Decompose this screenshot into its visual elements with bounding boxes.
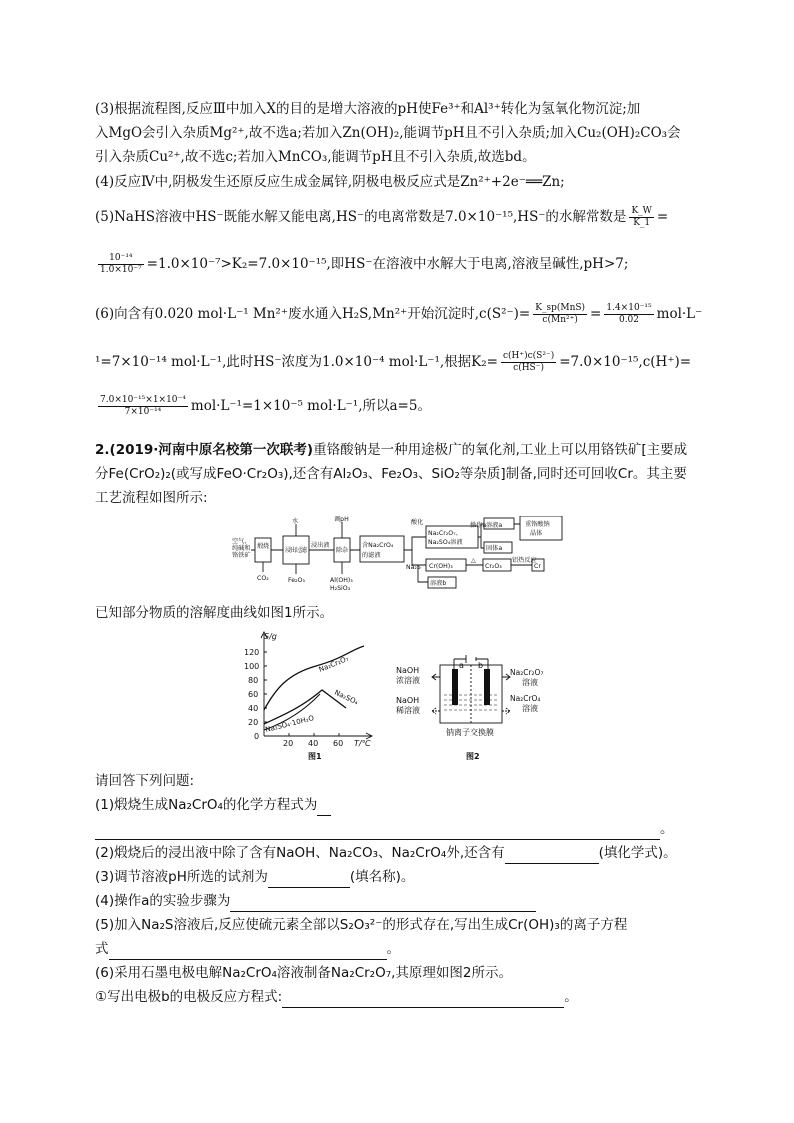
fig1-xtick-20: 20 bbox=[283, 739, 294, 748]
text: (2)煅烧后的浸出液中除了含有NaOH、Na₂CO₃、Na₂CrO₄外,还含有 bbox=[95, 845, 505, 861]
numerator: c(H⁺)c(S²⁻) bbox=[502, 351, 555, 361]
text: (1)煅烧生成Na₂CrO₄的化学方程式为 bbox=[95, 797, 318, 813]
fig2-electrode-b: b bbox=[478, 661, 484, 670]
question-source: .(2019·河南中原名校第一次联考) bbox=[104, 442, 314, 458]
q5-line: (5)加入Na₂S溶液后,反应使硫元素全部以S₂O₃²⁻的形式存在,写出生成Cr(OH)₃的离子方程 bbox=[95, 917, 628, 933]
question-line-3: 工艺流程如图所示: bbox=[95, 490, 208, 506]
fig1-ylabel: S/g bbox=[264, 632, 277, 641]
numerator: K_sp(MnS) bbox=[535, 303, 586, 313]
flow-delta: △ bbox=[471, 557, 476, 564]
numerator: 7.0×10⁻¹⁵×1×10⁻⁴ bbox=[100, 395, 186, 405]
denominator: 7×10⁻¹⁴ bbox=[124, 407, 162, 417]
solution-line-4: (4)反应Ⅳ中,阴极发生还原反应生成金属锌,阴极电极反应式是Zn²⁺+2e⁻══Zn; bbox=[95, 174, 565, 190]
flow-remove: 除杂 bbox=[336, 547, 348, 554]
fig1-caption: 图1 bbox=[308, 752, 322, 761]
fraction bbox=[98, 253, 144, 276]
fig1-ytick-100: 100 bbox=[244, 662, 260, 671]
flow-solid-a: 固体a bbox=[486, 545, 503, 552]
denominator: 0.02 bbox=[618, 315, 640, 325]
flow-aloh: Al(OH)₃ bbox=[330, 577, 353, 584]
question-number: 2 bbox=[95, 442, 105, 458]
q6-1-answer-blank[interactable] bbox=[282, 993, 564, 1008]
q3-answer-blank[interactable] bbox=[268, 873, 350, 888]
flow-h2sio3: H₂SiO₃ bbox=[330, 585, 351, 592]
fig2-top-right-2: 溶液 bbox=[522, 678, 538, 687]
fig2-top-left-1: NaOH bbox=[396, 666, 420, 675]
question-line-2: 分Fe(CrO₂)₂(或写成FeO·Cr₂O₃),还含有Al₂O₃、Fe₂O₃、SiO₂等杂质]制备,同时还可回收Cr。其主要 bbox=[95, 466, 687, 482]
numerator: K_W bbox=[631, 206, 652, 216]
fig1-curve-label-3: Na₂SO₄·10H₂O bbox=[264, 714, 315, 734]
fig1-ytick-0: 0 bbox=[254, 732, 260, 741]
solution-line-1: (3)根据流程图,反应Ⅲ中加入X的目的是增大溶液的pH使Fe³⁺和Al³⁺转化为氢氧化物沉淀;加 bbox=[95, 101, 641, 117]
q2-line bbox=[95, 842, 677, 864]
flow-cr2o3: Cr₂O₃ bbox=[485, 563, 502, 570]
q2-answer-blank[interactable] bbox=[505, 849, 599, 864]
fraction bbox=[501, 351, 556, 374]
fig2-bottom-left-1: NaOH bbox=[396, 696, 420, 705]
text: ①写出电极b的电极反应方程式: bbox=[95, 989, 283, 1005]
text: (3)调节溶液pH所选的试剂为 bbox=[95, 869, 268, 885]
fig1-ytick-20: 20 bbox=[248, 718, 259, 727]
flow-fe2o3: Fe₂O₃ bbox=[288, 577, 305, 584]
flow-raw-2: 纯碱和 bbox=[232, 545, 251, 552]
numerator: 10⁻¹⁴ bbox=[98, 253, 144, 265]
questions-prompt: 请回答下列问题: bbox=[95, 773, 195, 789]
q1-answer-blank[interactable] bbox=[317, 801, 331, 816]
text: =1.0×10⁻⁷>K₂=7.0×10⁻¹⁵,即HS⁻在溶液中水解大于电离,溶液呈碱性,pH>7; bbox=[146, 256, 629, 272]
fig2-membrane: 钠离子交换膜 bbox=[446, 728, 494, 737]
fig2-electrode-a: a bbox=[459, 661, 464, 670]
text: (6)向含有0.020 mol·L⁻¹ Mn²⁺废水通入H₂S,Mn²⁺开始沉淀时,c(S²⁻)= bbox=[95, 306, 531, 322]
flow-product-1: 重铬酸钠 bbox=[525, 521, 550, 528]
question-line-1 bbox=[95, 439, 687, 461]
flow-leach: 浸出过滤 bbox=[285, 547, 307, 554]
flow-co2: CO₂ bbox=[257, 575, 269, 582]
flow-raw-1: 空气、 bbox=[232, 538, 251, 545]
text: = bbox=[590, 306, 602, 322]
denominator: c(HS⁻) bbox=[513, 363, 544, 373]
fig1-curve-label-2: Na₂SO₄ bbox=[333, 688, 360, 707]
denominator: K_1 bbox=[633, 218, 651, 228]
fig1-xtick-40: 40 bbox=[308, 739, 319, 748]
fig1-ytick-80: 80 bbox=[248, 676, 259, 685]
text: mol·L⁻ bbox=[656, 306, 703, 322]
text: 。 bbox=[660, 821, 674, 837]
flow-calcine: 煅烧 bbox=[257, 543, 269, 550]
flow-na2s: Na₂S bbox=[406, 564, 421, 571]
fig1-xtick-60: 60 bbox=[333, 739, 344, 748]
text: (填化学式)。 bbox=[598, 845, 677, 861]
q1-answer-blank-2[interactable] bbox=[95, 825, 660, 840]
flow-sol-a: 溶液a bbox=[486, 522, 503, 529]
fig1-curve-label-1: Na₂Cr₂O₇ bbox=[317, 654, 350, 674]
flow-mix-1: Na₂Cr₂O₇、 bbox=[428, 530, 462, 537]
fig2-bottom-right-2: 溶液 bbox=[522, 704, 538, 713]
text: = bbox=[656, 209, 669, 225]
flow-sol-b: 溶液b bbox=[430, 580, 447, 587]
solution-line-7 bbox=[95, 302, 705, 326]
electrolysis-figure bbox=[396, 655, 556, 765]
solution-line-6 bbox=[95, 252, 705, 276]
q1-line bbox=[95, 794, 331, 816]
fig1-xlabel: T/℃ bbox=[354, 739, 371, 748]
text: 重铬酸钠是一种用途极广的氧化剂,工业上可以用铬铁矿[主要成 bbox=[313, 442, 688, 458]
denominator: 1.0×10⁻⁷ bbox=[100, 265, 142, 275]
q3-line bbox=[95, 866, 414, 888]
fig2-bottom-right-1: Na₂CrO₄ bbox=[510, 694, 541, 703]
fig2-caption: 图2 bbox=[466, 752, 480, 761]
q1-end-line bbox=[95, 818, 674, 840]
flow-acidify: 酸化 bbox=[411, 519, 424, 526]
text: (填名称)。 bbox=[349, 869, 415, 885]
text: (4)操作a的实验步骤为 bbox=[95, 893, 231, 909]
solution-line-2: 入MgO会引入杂质Mg²⁺,故不选a;若加入Zn(OH)₂,能调节pH且不引入杂质;加入Cu₂(OH)₂CO₃会 bbox=[95, 125, 681, 141]
q5-answer-blank[interactable] bbox=[109, 945, 387, 960]
flow-filtrate-2: 的滤液 bbox=[362, 552, 381, 559]
text: 。 bbox=[386, 941, 400, 957]
q4-answer-blank[interactable] bbox=[230, 897, 536, 912]
flow-croh3: Cr(OH)₃ bbox=[429, 563, 453, 570]
fig2-top-right-1: Na₂Cr₂O₇ bbox=[510, 668, 544, 677]
flow-cr: Cr bbox=[534, 563, 541, 570]
q4-line bbox=[95, 890, 536, 912]
text: =7.0×10⁻¹⁵,c(H⁺)= bbox=[559, 354, 692, 370]
text: 式 bbox=[95, 941, 109, 957]
solubility-intro: 已知部分物质的溶解度曲线如图1所示。 bbox=[95, 605, 334, 621]
solubility-figure bbox=[236, 628, 376, 763]
solution-line-5 bbox=[95, 205, 705, 229]
fraction bbox=[533, 303, 587, 326]
text: ¹=7×10⁻¹⁴ mol·L⁻¹,此时HS⁻浓度为1.0×10⁻⁴ mol·L⁻¹,根据K₂= bbox=[95, 354, 498, 370]
fig1-ytick-120: 120 bbox=[244, 648, 260, 657]
flow-raw-3: 铬铁矿 bbox=[232, 552, 251, 559]
solution-line-3: 引入杂质Cu²⁺,故不选c;若加入MnCO₃,能调节pH且不引入杂质,故选bd。 bbox=[95, 149, 536, 165]
solution-line-8 bbox=[95, 350, 705, 374]
flow-op-a: 操作a bbox=[470, 522, 487, 529]
numerator: 1.4×10⁻¹⁵ bbox=[606, 303, 652, 313]
process-flow-diagram bbox=[230, 516, 565, 600]
flow-product-2: 晶体 bbox=[530, 530, 543, 537]
fig1-ytick-60: 60 bbox=[248, 690, 259, 699]
flow-mix-2: Na₂SO₄溶液 bbox=[428, 539, 463, 546]
flow-leachate: 浸出液 bbox=[311, 542, 330, 549]
fig2-bottom-left-2: 稀溶液 bbox=[396, 706, 420, 715]
fraction bbox=[604, 303, 653, 326]
denominator: c(Mn²⁺) bbox=[542, 315, 578, 325]
flow-thermite: 铝热反应 bbox=[512, 557, 537, 564]
fig2-top-left-2: 浓溶液 bbox=[396, 676, 420, 685]
flow-water: 水 bbox=[292, 518, 299, 525]
text: 。 bbox=[564, 989, 578, 1005]
text: mol·L⁻¹=1×10⁻⁵ mol·L⁻¹,所以a=5。 bbox=[190, 398, 431, 414]
fig1-ytick-40: 40 bbox=[248, 704, 259, 713]
fraction bbox=[98, 395, 188, 418]
flow-adj-ph: 调pH bbox=[334, 516, 349, 523]
q5-end-line bbox=[95, 938, 400, 960]
q6-1-line bbox=[95, 986, 578, 1008]
solution-line-9 bbox=[95, 394, 705, 418]
text: (5)NaHS溶液中HS⁻既能水解又能电离,HS⁻的电离常数是7.0×10⁻¹⁵,HS⁻的水解常数是 bbox=[95, 209, 627, 225]
fraction bbox=[629, 206, 653, 229]
flow-filtrate-1: 含Na₂CrO₄ bbox=[362, 542, 394, 549]
q6-line: (6)采用石墨电极电解Na₂CrO₄溶液制备Na₂Cr₂O₇,其原理如图2所示。 bbox=[95, 965, 513, 981]
